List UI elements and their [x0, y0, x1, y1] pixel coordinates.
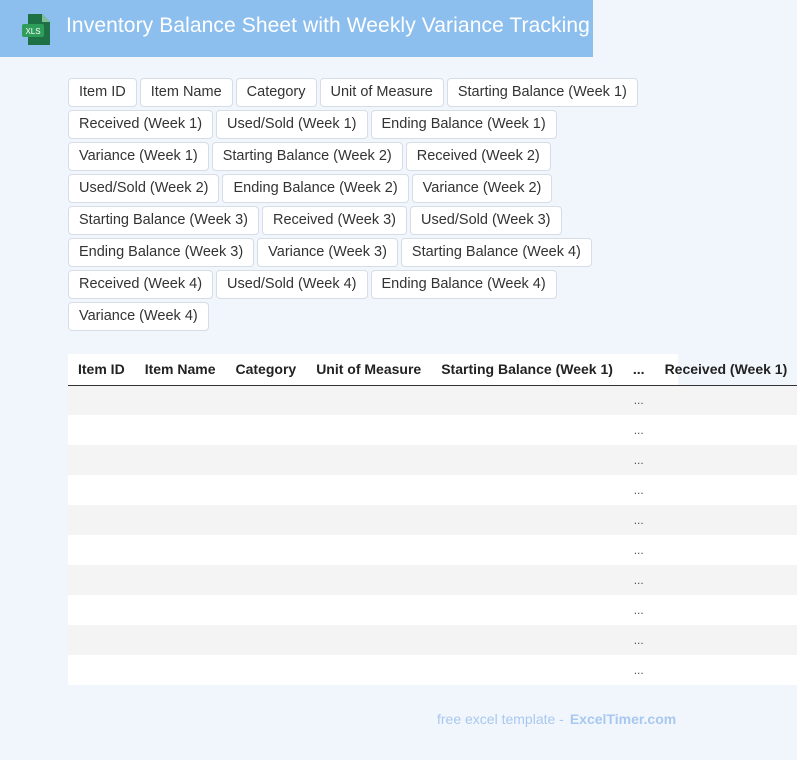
- ellipsis-cell[interactable]: ...: [633, 513, 644, 527]
- field-chip[interactable]: Used/Sold (Week 2): [68, 174, 219, 203]
- table-cell[interactable]: [68, 385, 135, 415]
- header-banner: [0, 0, 593, 57]
- field-chip[interactable]: Used/Sold (Week 4): [216, 270, 367, 299]
- table-cell[interactable]: [68, 505, 135, 535]
- table-cell[interactable]: [68, 595, 135, 625]
- table-cell[interactable]: [226, 535, 307, 565]
- table-cell[interactable]: [655, 625, 797, 655]
- table-cell[interactable]: [226, 655, 307, 685]
- column-header[interactable]: Unit of Measure: [306, 354, 431, 385]
- table-row: [68, 385, 797, 415]
- table-row: [68, 565, 797, 595]
- table-cell[interactable]: [431, 445, 623, 475]
- column-header[interactable]: Item Name: [135, 354, 226, 385]
- table-cell[interactable]: [68, 625, 135, 655]
- table-cell[interactable]: [306, 385, 431, 415]
- field-chip[interactable]: Ending Balance (Week 1): [371, 110, 557, 139]
- table-cell[interactable]: [655, 565, 797, 595]
- table-row: [68, 625, 797, 655]
- ellipsis-cell[interactable]: ...: [633, 633, 644, 647]
- field-chip[interactable]: Item Name: [140, 78, 233, 107]
- field-chip[interactable]: Item ID: [68, 78, 137, 107]
- table-cell[interactable]: [306, 505, 431, 535]
- table-row: [68, 475, 797, 505]
- field-chip[interactable]: Unit of Measure: [320, 78, 444, 107]
- table-cell[interactable]: [68, 565, 135, 595]
- column-header[interactable]: Category: [226, 354, 307, 385]
- ellipsis-cell[interactable]: ...: [633, 453, 644, 467]
- table-cell[interactable]: [135, 475, 226, 505]
- field-chip[interactable]: Category: [236, 78, 317, 107]
- table-row: [68, 415, 797, 445]
- table-cell[interactable]: [68, 475, 135, 505]
- field-chip[interactable]: Variance (Week 4): [68, 302, 209, 331]
- ellipsis-cell[interactable]: ...: [633, 423, 644, 437]
- table-cell[interactable]: [135, 505, 226, 535]
- table-cell[interactable]: [655, 655, 797, 685]
- table-cell[interactable]: [655, 415, 797, 445]
- table-row: [68, 595, 797, 625]
- table-header-row: [68, 354, 797, 385]
- table-cell[interactable]: [431, 385, 623, 415]
- field-chip[interactable]: Used/Sold (Week 1): [216, 110, 367, 139]
- column-header[interactable]: Item ID: [68, 354, 135, 385]
- table-cell[interactable]: [431, 535, 623, 565]
- table-cell[interactable]: [68, 655, 135, 685]
- table-cell[interactable]: [135, 625, 226, 655]
- footer-brand-link[interactable]: ExcelTimer.com: [569, 711, 677, 727]
- table-row: [68, 655, 797, 685]
- ellipsis-cell[interactable]: ...: [633, 543, 644, 557]
- field-chip[interactable]: Received (Week 3): [262, 206, 407, 235]
- ellipsis-cell[interactable]: ...: [633, 483, 644, 497]
- inventory-table: [68, 354, 788, 685]
- field-chip[interactable]: Starting Balance (Week 2): [212, 142, 403, 171]
- field-chip[interactable]: Received (Week 1): [68, 110, 213, 139]
- table-cell[interactable]: [68, 415, 135, 445]
- table-cell[interactable]: [135, 385, 226, 415]
- field-chip[interactable]: Ending Balance (Week 3): [68, 238, 254, 267]
- ellipsis-cell[interactable]: ...: [633, 663, 644, 677]
- footer-text: free excel template -: [437, 711, 564, 727]
- table-row: [68, 505, 797, 535]
- table-cell[interactable]: [655, 385, 797, 415]
- table-cell[interactable]: [306, 415, 431, 445]
- table-cell[interactable]: [226, 625, 307, 655]
- page-title: Inventory Balance Sheet with Weekly Variance Tracking: [66, 14, 590, 37]
- ellipsis-cell[interactable]: ...: [633, 603, 644, 617]
- column-header[interactable]: Starting Balance (Week 1): [431, 354, 623, 385]
- table-cell[interactable]: [135, 445, 226, 475]
- table-row: [68, 535, 797, 565]
- ellipsis-cell[interactable]: ...: [633, 573, 644, 587]
- table-cell[interactable]: [306, 655, 431, 685]
- table-cell[interactable]: [226, 415, 307, 445]
- table-cell[interactable]: [431, 625, 623, 655]
- field-chip[interactable]: Used/Sold (Week 3): [410, 206, 561, 235]
- xls-file-icon: [22, 14, 50, 45]
- table-cell[interactable]: [226, 595, 307, 625]
- column-header[interactable]: ...: [623, 354, 655, 385]
- table-cell[interactable]: [68, 445, 135, 475]
- table-cell[interactable]: [306, 445, 431, 475]
- field-chip[interactable]: Variance (Week 3): [257, 238, 398, 267]
- field-chip[interactable]: Ending Balance (Week 4): [371, 270, 557, 299]
- table-cell[interactable]: [226, 565, 307, 595]
- table-cell[interactable]: [226, 475, 307, 505]
- field-chip[interactable]: Ending Balance (Week 2): [222, 174, 408, 203]
- table-cell[interactable]: [135, 565, 226, 595]
- table-cell[interactable]: [431, 415, 623, 445]
- table-cell[interactable]: [655, 535, 797, 565]
- table-cell[interactable]: [68, 535, 135, 565]
- table-cell[interactable]: [655, 595, 797, 625]
- table-cell[interactable]: [306, 535, 431, 565]
- field-chip[interactable]: Variance (Week 2): [412, 174, 553, 203]
- table-cell[interactable]: [226, 445, 307, 475]
- table-cell[interactable]: [431, 505, 623, 535]
- table-cell[interactable]: [306, 475, 431, 505]
- field-chip-list: [68, 78, 658, 331]
- field-chip[interactable]: Starting Balance (Week 4): [401, 238, 592, 267]
- table-cell[interactable]: [306, 595, 431, 625]
- table-cell[interactable]: [135, 415, 226, 445]
- table-cell[interactable]: [226, 385, 307, 415]
- table-row: [68, 445, 797, 475]
- field-chip[interactable]: Received (Week 2): [406, 142, 551, 171]
- table-body: [68, 385, 797, 685]
- table-cell[interactable]: [431, 595, 623, 625]
- field-chip[interactable]: Variance (Week 1): [68, 142, 209, 171]
- field-chip[interactable]: Starting Balance (Week 1): [447, 78, 638, 107]
- table-cell[interactable]: [655, 445, 797, 475]
- table-cell[interactable]: [135, 535, 226, 565]
- table-cell[interactable]: [431, 565, 623, 595]
- table-cell[interactable]: [306, 565, 431, 595]
- footer: [437, 711, 676, 727]
- column-header[interactable]: Received (Week 1): [655, 354, 797, 385]
- table-cell[interactable]: [655, 475, 797, 505]
- table-cell[interactable]: [306, 625, 431, 655]
- ellipsis-cell[interactable]: ...: [633, 393, 644, 408]
- table-cell[interactable]: [135, 595, 226, 625]
- table-cell[interactable]: [135, 655, 226, 685]
- xls-icon-label: XLS: [25, 27, 41, 36]
- table-cell[interactable]: [431, 655, 623, 685]
- field-chip[interactable]: Starting Balance (Week 3): [68, 206, 259, 235]
- table-cell[interactable]: [431, 475, 623, 505]
- table-cell[interactable]: [655, 505, 797, 535]
- field-chip[interactable]: Received (Week 4): [68, 270, 213, 299]
- table-cell[interactable]: [226, 505, 307, 535]
